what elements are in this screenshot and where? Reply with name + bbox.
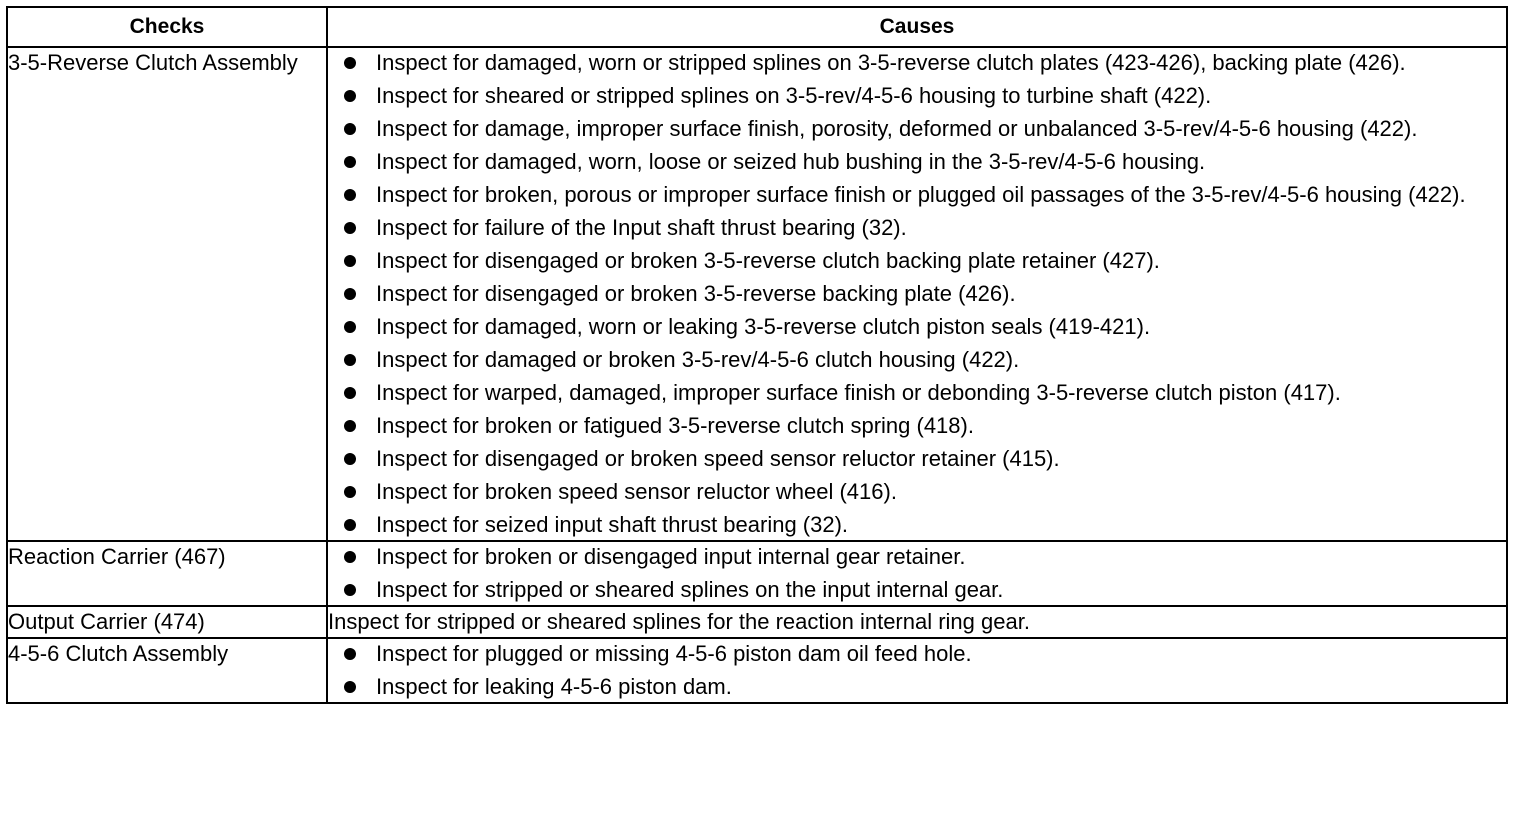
bullet-icon <box>344 321 356 333</box>
cause-text: Inspect for stripped or sheared splines on the input internal gear. <box>376 577 1004 602</box>
cause-text: Inspect for damaged, worn, loose or seized hub bushing in the 3-5-rev/4-5-6 housing. <box>376 149 1206 174</box>
diagnosis-table <box>6 6 1508 704</box>
cause-text: Inspect for failure of the Input shaft thrust bearing (32). <box>376 215 907 240</box>
bullet-icon <box>344 189 356 201</box>
causes-cell <box>327 541 1507 606</box>
bullet-icon <box>344 156 356 168</box>
bullet-icon <box>344 255 356 267</box>
cause-text: Inspect for sheared or stripped splines on 3-5-rev/4-5-6 housing to turbine shaft (422). <box>376 83 1212 108</box>
cause-text: Inspect for disengaged or broken 3-5-reverse backing plate (426). <box>376 281 1016 306</box>
bullet-icon <box>344 354 356 366</box>
cause-text: Inspect for damaged, worn or leaking 3-5-reverse clutch piston seals (419-421). <box>376 314 1151 339</box>
cause-item <box>328 279 1506 309</box>
cause-text: Inspect for damaged or broken 3-5-rev/4-5-6 clutch housing (422). <box>376 347 1020 372</box>
cause-list <box>328 639 1506 702</box>
cause-item <box>328 312 1506 342</box>
cause-list <box>328 542 1506 605</box>
header-row <box>7 7 1507 47</box>
table-row <box>7 47 1507 541</box>
cause-text: Inspect for seized input shaft thrust bearing (32). <box>376 512 849 537</box>
bullet-icon <box>344 453 356 465</box>
cause-text: Inspect for leaking 4-5-6 piston dam. <box>376 674 732 699</box>
cause-item <box>328 444 1506 474</box>
bullet-icon <box>344 222 356 234</box>
cause-item <box>328 213 1506 243</box>
cause-text: Inspect for warped, damaged, improper surface finish or debonding 3-5-reverse clutch piston (417). <box>376 380 1341 405</box>
cause-item <box>328 542 1506 572</box>
bullet-icon <box>344 681 356 693</box>
cause-text: Inspect for damage, improper surface finish, porosity, deformed or unbalanced 3-5-rev/4-5-6 housing (422). <box>376 116 1418 141</box>
bullet-icon <box>344 90 356 102</box>
bullet-icon <box>344 387 356 399</box>
bullet-icon <box>344 584 356 596</box>
cause-text: Inspect for plugged or missing 4-5-6 piston dam oil feed hole. <box>376 641 972 666</box>
bullet-icon <box>344 420 356 432</box>
cause-item <box>328 114 1506 144</box>
check-cell: 3-5-Reverse Clutch Assembly <box>7 47 327 541</box>
header-checks: Checks <box>7 7 327 47</box>
cause-item <box>328 180 1506 210</box>
cause-text: Inspect for broken, porous or improper surface finish or plugged oil passages of the 3-5-rev/4-5-6 housing (422). <box>376 182 1466 207</box>
cause-item <box>328 378 1506 408</box>
check-cell: 4-5-6 Clutch Assembly <box>7 638 327 703</box>
cause-item <box>328 147 1506 177</box>
cause-item <box>328 575 1506 605</box>
cause-item <box>328 411 1506 441</box>
cause-item <box>328 510 1506 540</box>
bullet-icon <box>344 648 356 660</box>
cause-item <box>328 672 1506 702</box>
bullet-icon <box>344 551 356 563</box>
cause-text: Inspect for broken or disengaged input internal gear retainer. <box>376 544 966 569</box>
bullet-icon <box>344 288 356 300</box>
header-causes: Causes <box>327 7 1507 47</box>
causes-cell <box>327 47 1507 541</box>
causes-cell: Inspect for stripped or sheared splines for the reaction internal ring gear. <box>327 606 1507 638</box>
check-cell: Reaction Carrier (467) <box>7 541 327 606</box>
cause-list <box>328 48 1506 540</box>
cause-item <box>328 477 1506 507</box>
bullet-icon <box>344 519 356 531</box>
cause-text: Inspect for broken speed sensor reluctor wheel (416). <box>376 479 897 504</box>
cause-item <box>328 81 1506 111</box>
cause-item <box>328 48 1506 78</box>
cause-text: Inspect for damaged, worn or stripped splines on 3-5-reverse clutch plates (423-426), backing plate (426). <box>376 50 1406 75</box>
cause-text: Inspect for disengaged or broken speed sensor reluctor retainer (415). <box>376 446 1060 471</box>
table-row <box>7 541 1507 606</box>
cause-item <box>328 639 1506 669</box>
table-row <box>7 606 1507 638</box>
bullet-icon <box>344 486 356 498</box>
causes-cell <box>327 638 1507 703</box>
cause-item <box>328 345 1506 375</box>
cause-item <box>328 246 1506 276</box>
bullet-icon <box>344 57 356 69</box>
bullet-icon <box>344 123 356 135</box>
check-cell: Output Carrier (474) <box>7 606 327 638</box>
cause-text: Inspect for disengaged or broken 3-5-reverse clutch backing plate retainer (427). <box>376 248 1160 273</box>
table-row <box>7 638 1507 703</box>
cause-text: Inspect for broken or fatigued 3-5-reverse clutch spring (418). <box>376 413 974 438</box>
